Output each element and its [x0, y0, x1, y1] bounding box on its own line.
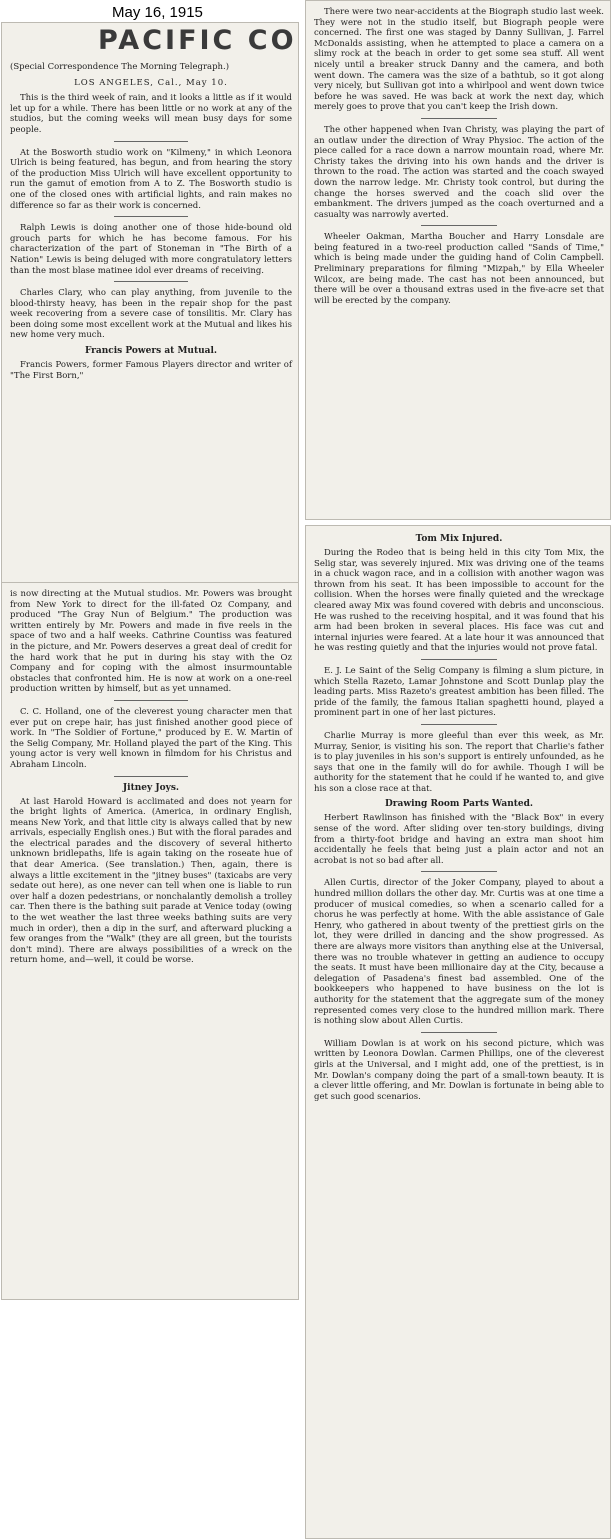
divider [421, 724, 496, 725]
article-paragraph: Herbert Rawlinson has finished with the "Black Box" in every sense of the word. After sliding over ten-story buildings, diving from a thirty-foot bridge and having an extra man shoot him accidentally he feels that being just a plain actor and not an acrobat is not so bad after all. [314, 813, 604, 866]
special-correspondence-line: (Special Correspondence The Morning Telegraph.) [10, 62, 230, 72]
article-paragraph: Allen Curtis, director of the Joker Company, played to about a hundred million dollars the other day. Mr. Curtis was at one time a producer of musical comedies, so when a scenario called for a chorus he was perfectly at home. With the able assistance of Gale Henry, who gathered in about twenty of the prettiest girls on the lot, they were drilled in dancing and the show progressed. As there are always more visitors than anything else at the Universal, there was no trouble whatever in getting an audience to occupy the seats. It must have been millionaire day at the City, because a delegation of Pasadena's finest bad assembled. One of the bookkeepers who happened to have business on the lot is authority for the statement that the aggregate sum of the money represented comes very close to the hundred million mark. There is nothing slow about Allen Curtis. [314, 878, 604, 1027]
article-paragraph: William Dowlan is at work on his second picture, which was written by Leonora Dowlan. Carmen Phillips, one of the cleverest girls at the Universal, and I might add, one of the prettiest, is in Mr. Dowlan's company doing the part of a small-town beauty. It is a clever little offering, and Mr. Dowlan is fortunate in being able to get such good scenarios. [314, 1038, 604, 1102]
article-paragraph: During the Rodeo that is being held in this city Tom Mix, the Selig star, was severely injured. Mix was driving one of the teams in a chuck wagon race, and in a collision with another wagon was thrown from his seat. It has been impossible to account for the collision. When the horses were finally quieted and the wreckage cleared away Mix was found covered with debris and unconscious. He was rushed to the receiving hospital, and it was found that his arm had been broken in several places. His face was cut and internal injuries were feared. At a late hour it was announced that he was resting quietly and that the injuries would not prove fatal. [314, 548, 604, 654]
section-heading: Tom Mix Injured. [415, 534, 503, 544]
article-paragraph: Ralph Lewis is doing another one of those hide-bound old grouch parts for which he has become famous. For his characterization of the part of Stoneman in "The Birth of a Nation" Lewis is being deluged with more congratulatory letters than the most blase matinee idol ever dreams of receiving. [10, 223, 292, 276]
divider [114, 216, 187, 217]
article-paragraph: Francis Powers, former Famous Players director and writer of "The First Born," [10, 360, 292, 381]
article-paragraph: Charles Clary, who can play anything, from juvenile to the blood-thirsty heavy, has been in the repair shop for the past week recovering from a severe case of tonsilitis. Mr. Clary has been doing some most excellent work at the Mutual and likes his new home very much. [10, 288, 292, 341]
dateline: LOS ANGELES, Cal., May 10. [74, 77, 228, 88]
article-paragraph: At the Bosworth studio work on "Kilmeny," in which Leonora Ulrich is being featured, has begun, and from hearing the story of the production Miss Ulrich will have excellent opportunity to run the gamut of emotion from A to Z. The Bosworth studio is one of the closed ones with artificial lights, and rain makes no difference so far as their work is concerned. [10, 147, 292, 211]
clipping-right-top [305, 0, 611, 520]
article-paragraph: There were two near-accidents at the Biograph studio last week. They were not in the studio itself, but Biograph people were concerned. The first one was staged by Danny Sullivan, J. Farrel McDonalds assisting, when he attempted to place a camera on a slimy rock at the beach in order to get some sea stuff. All went nicely until a breaker struck Danny and the camera, and both went down. The camera was the size of a bathtub, so it got along very nicely, but Sullivan got into a whirlpool and went down twice before he was saved. He was back at work the next day, which merely goes to prove that you can't keep the Irish down. [314, 7, 604, 113]
divider [421, 225, 496, 226]
article-paragraph: E. J. Le Saint of the Selig Company is filming a slum picture, in which Stella Razeto, Lamar Johnstone and Scott Dunlap play the leading parts. Miss Razeto's greatest ambition has been filled. The pride of the family, the famous Italian spaghetti hound, played a prominent part in one of her last pictures. [314, 665, 604, 719]
clipping-left-top [1, 22, 299, 590]
clipping-right-bottom [305, 525, 611, 1539]
article-paragraph: The other happened when Ivan Christy, was playing the part of an outlaw under the direction of Wray Physioc. The action of the piece called for a race down a narrow mountain road, where Mr. Christy takes the driving into his own hands and the driver is thrown to the road. The action was started and the coach swayed down the narrow ledge. Mr. Christy took control, but during the change the horses swerved and the coach slid over the embankment. The drivers jumped as the coach overturned and a casualty was narrowly averted. [314, 124, 604, 220]
article-paragraph: At last Harold Howard is acclimated and does not yearn for the bright lights of America. (America, in ordinary English, means New York, and that little city is always called that by new arrivals, especially English ones.) But with the floral parades and the electrical parades and the discovery of several hitherto unknown bridlepaths, life is again taking on the roseate hue of that dear America. (See translation.) Then, again, there is always a little excitement in the "jitney buses" (taxicabs are very sedate out here), as one never can tell when one is liable to run over half a dozen pedestrians, or nonchalantly demolish a trolley car. Then there is the bathing suit parade at Venice today (owing to the wet weather the last three weeks bathing suits are very much in order), then a dip in the surf, and afterward plucking a few oranges from the "Walk" (they are all green, but the tourists don't mind). There are always possibilities of a wreck on the return home, and—well, it could be worse. [10, 796, 292, 966]
divider [421, 659, 496, 660]
divider [421, 871, 496, 872]
article-paragraph: C. C. Holland, one of the cleverest young character men that ever put on crepe hair, has just finished another good piece of work. In "The Soldier of Fortune," produced by E. W. Martin of the Selig Company, Mr. Holland played the part of the King. This young actor is very well known in filmdom for his Christus and Abraham Lincoln. [10, 706, 292, 770]
divider [421, 118, 496, 119]
divider [114, 700, 187, 701]
divider [114, 776, 187, 777]
divider [421, 1032, 496, 1033]
divider [114, 141, 187, 142]
section-heading: Jitney Joys. [122, 782, 180, 793]
divider [114, 281, 187, 282]
masthead: PACIFIC CO [98, 25, 297, 56]
section-heading: Drawing Room Parts Wanted. [384, 799, 534, 810]
date-stamp: May 16, 1915 [112, 4, 203, 21]
clipping-left-bottom [1, 582, 299, 1300]
section-heading: Francis Powers at Mutual. [84, 346, 218, 357]
article-paragraph: is now directing at the Mutual studios. Mr. Powers was brought from New York to direct for the ill-fated Oz Company, and produced "The Gray Nun of Belgium." The production was written entirely by Mr. Powers and made in five reels in the space of two and a half weeks. Cathrine Countiss was featured in the picture, and Mr. Powers deserves a great deal of credit for the hard work that he put in during his stay with the Oz Company and for coping with the almost insurmountable obstacles that confronted him. He is now at work on a one-reel production written by himself, but as yet unnamed. [10, 589, 292, 695]
article-paragraph: Charlie Murray is more gleeful than ever this week, as Mr. Murray, Senior, is visiting his son. The report that Charlie's father is to play juveniles in his son's support is entirely unfounded, as he says that one in the family will do for awhile. Though I will be authority for the statement that he could if he wanted to, and give his son a close race at that. [314, 730, 604, 794]
article-paragraph: This is the third week of rain, and it looks a little as if it would let up for a while. There has been little or no work at any of the studios, but the coming weeks will mean busy days for some people. [10, 93, 292, 135]
article-paragraph: Wheeler Oakman, Martha Boucher and Harry Lonsdale are being featured in a two-reel production called "Sands of Time," which is being made under the guiding hand of Colin Campbell. Preliminary preparations for filming "Mizpah," by Ella Wheeler Wilcox, are being made. The cast has not been announced, but there will be over a thousand extras used in the five-acre set that will be erected by the company. [314, 232, 604, 306]
